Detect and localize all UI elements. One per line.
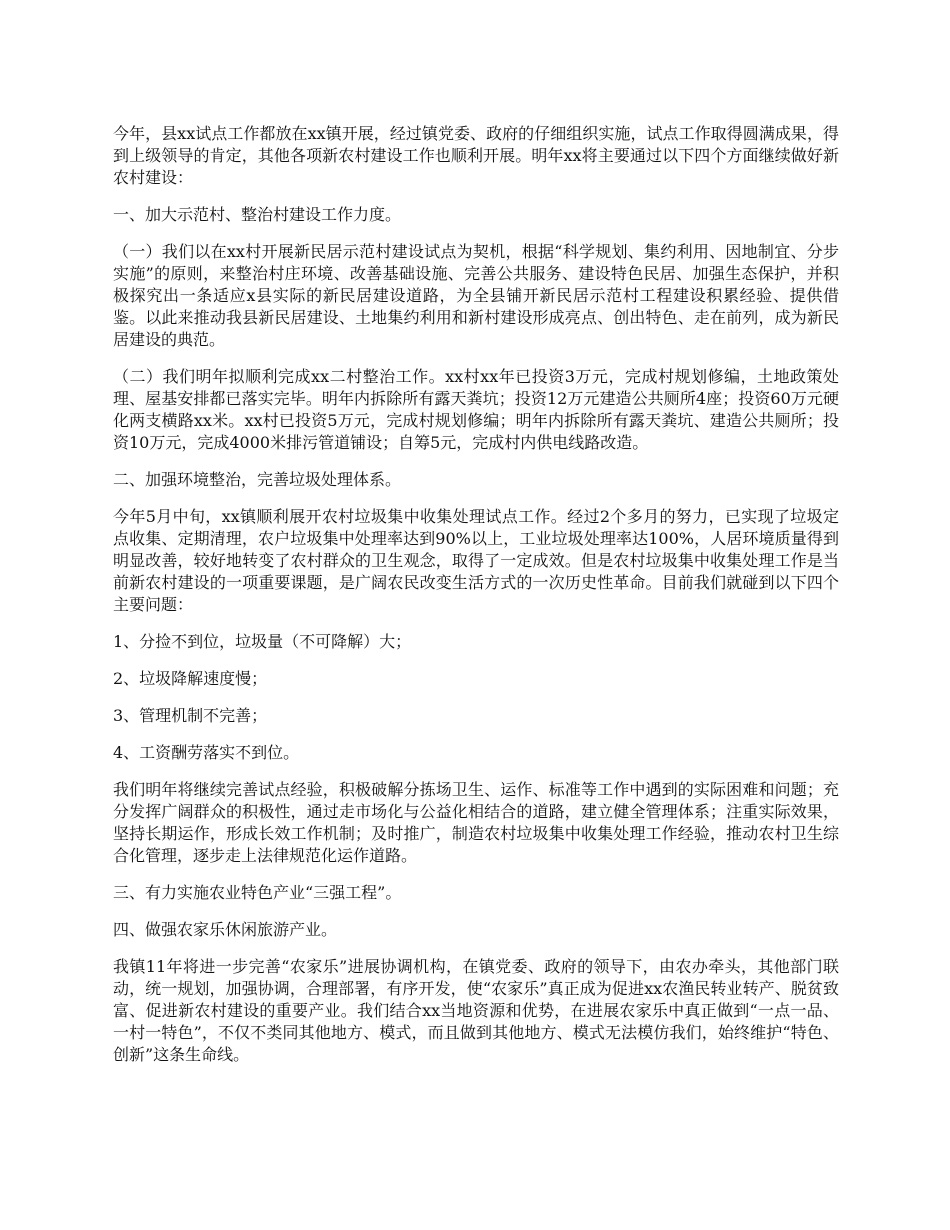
section-heading-1: 一、加大示范村、整治村建设工作力度。 bbox=[113, 205, 402, 224]
problem-item-4: 4、工资酬劳落实不到位。 bbox=[113, 743, 300, 762]
problem-item-2: 2、垃圾降解速度慢； bbox=[113, 669, 268, 688]
subsection-paragraph-1: （一）我们以在xx村开展新民居示范村建设试点为契机，根据“科学规划、集约利用、因地制宜、分步实施”的原则，来整治村庄环境、改善基础设施、完善公共服务、建设特色民居、加强生态保护，并积极探究出一条适应x县实际的新民居建设道路，为全县铺开新民居示范村工程建设积累经验、提供借鉴。以此来推动我县新民居建设、土地集约利用和新村建设形成亮点、创出特色、走在前列，成为新民居建设的典范。 bbox=[113, 242, 839, 349]
tourism-paragraph: 我镇11年将进一步完善“农家乐”进展协调机构，在镇党委、政府的领导下，由农办牵头，其他部门联动，统一规划，加强协调，合理部署，有序开发，使“农家乐”真正成为促进xx农渔民转业转产、脱贫致富、促进新农村建设的重要产业。我们结合xx当地资源和优势，在进展农家乐中真正做到“一点一品、一村一特色”，不仅不类同其他地方、模式，而且做到其他地方、模式无法模仿我们，始终维护“特色、创新”这条生命线。 bbox=[113, 957, 839, 1064]
garbage-paragraph: 今年5月中旬，xx镇顺利展开农村垃圾集中收集处理试点工作。经过2个多月的努力，已实现了垃圾定点收集、定期清理，农户垃圾集中处理率达到90%以上，工业垃圾处理率达100%，人居环境质量得到明显改善，较好地转变了农村群众的卫生观念，取得了一定成效。但是农村垃圾集中收集处理工作是当前新农村建设的一项重要课题，是广阔农民改变生活方式的一次历史性革命。目前我们就碰到以下四个主要问题： bbox=[113, 507, 839, 614]
problem-item-3: 3、管理机制不完善； bbox=[113, 706, 268, 725]
intro-paragraph: 今年，县xx试点工作都放在xx镇开展，经过镇党委、政府的仔细组织实施，试点工作取得圆满成果，得到上级领导的肯定，其他各项新农村建设工作也顺利开展。明年xx将主要通过以下四个方面继续做好新农村建设： bbox=[113, 124, 839, 187]
document-body bbox=[113, 123, 839, 1081]
section-heading-3: 三、有力实施农业特色产业“三强工程”。 bbox=[113, 883, 402, 902]
plan-paragraph: 我们明年将继续完善试点经验，积极破解分拣场卫生、运作、标准等工作中遇到的实际困难和问题；充分发挥广阔群众的积极性，通过走市场化与公益化相结合的道路，建立健全管理体系；注重实际效果，坚持长期运作，形成长效工作机制；及时推广，制造农村垃圾集中收集处理工作经验，推动农村卫生综合化管理，逐步走上法律规范化运作道路。 bbox=[113, 780, 839, 865]
problem-item-1: 1、分捡不到位，垃圾量（不可降解）大； bbox=[113, 632, 412, 651]
subsection-paragraph-2: （二）我们明年拟顺利完成xx二村整治工作。xx村xx年已投资3万元，完成村规划修编，土地政策处理、屋基安排都已落实完毕。明年内拆除所有露天粪坑；投资12万元建造公共厕所4座；投资60万元硬化两支横路xx米。xx村已投资5万元，完成村规划修编；明年内拆除所有露天粪坑、建造公共厕所；投资10万元，完成4000米排污管道铺设；自筹5元，完成村内供电线路改造。 bbox=[113, 367, 839, 452]
section-heading-2: 二、加强环境整治，完善垃圾处理体系。 bbox=[113, 470, 402, 489]
section-heading-4: 四、做强农家乐休闲旅游产业。 bbox=[113, 920, 338, 939]
